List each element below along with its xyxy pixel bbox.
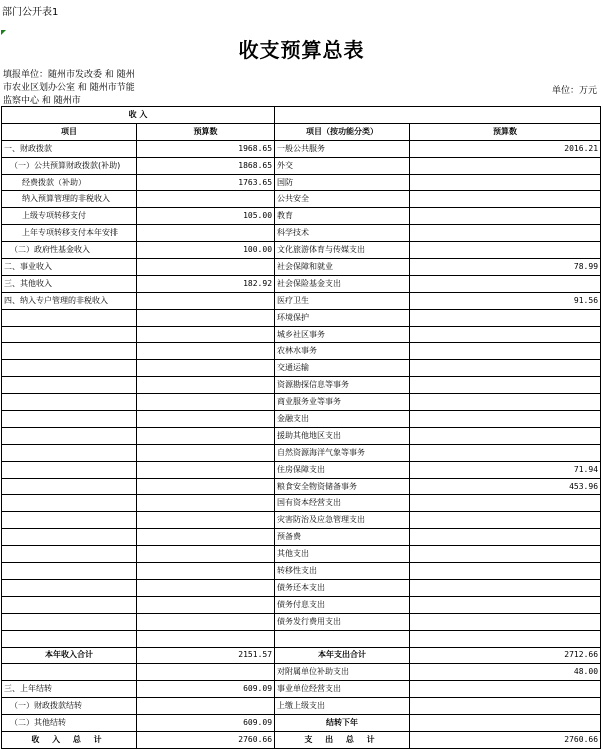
expense-value-cell: 71.94 xyxy=(410,461,601,478)
table-row xyxy=(2,579,601,596)
expense-value-cell xyxy=(410,427,601,444)
budget-table xyxy=(1,106,601,749)
expense-value-cell xyxy=(410,596,601,613)
expense-value-cell xyxy=(410,377,601,394)
expense-item-cell: 交通运输 xyxy=(275,360,410,377)
expense-value-cell xyxy=(410,174,601,191)
income-value-cell: 1763.65 xyxy=(137,174,275,191)
expense-item-cell: 资源勘探信息等事务 xyxy=(275,377,410,394)
income-item-cell: 纳入预算管理的非税收入 xyxy=(2,191,137,208)
expense-item-cell: 预备费 xyxy=(275,529,410,546)
expense-value-cell xyxy=(410,411,601,428)
expense-value-cell xyxy=(410,546,601,563)
expense-value-cell xyxy=(410,529,601,546)
income-item-cell: 上年专项转移支付本年安排 xyxy=(2,225,137,242)
carry-label: 三、上年结转 xyxy=(2,681,137,698)
table-row xyxy=(2,275,601,292)
income-item-cell xyxy=(2,411,137,428)
table-row xyxy=(2,546,601,563)
sheet-label: 部门公开表1 xyxy=(2,7,59,18)
income-value-cell xyxy=(137,495,275,512)
expense-value-cell xyxy=(410,512,601,529)
biz-expense-label: 事业单位经营支出 xyxy=(275,681,410,698)
income-value-cell xyxy=(137,191,275,208)
subsidy-label: 对附属单位补助支出 xyxy=(275,664,410,681)
table-row xyxy=(2,495,601,512)
table-row xyxy=(2,681,601,698)
income-value-cell xyxy=(137,630,275,647)
table-row xyxy=(2,343,601,360)
expense-value-cell xyxy=(410,630,601,647)
expense-item-cell: 医疗卫生 xyxy=(275,292,410,309)
table-row xyxy=(2,309,601,326)
expense-value-cell xyxy=(410,242,601,259)
income-value-cell xyxy=(137,461,275,478)
table-row xyxy=(2,563,601,580)
income-value-cell xyxy=(137,478,275,495)
expense-value-cell xyxy=(410,579,601,596)
income-value-cell: 100.00 xyxy=(137,242,275,259)
income-item-cell xyxy=(2,596,137,613)
expense-item-cell: 一般公共服务 xyxy=(275,140,410,157)
expense-value-cell xyxy=(410,191,601,208)
income-item-cell xyxy=(2,630,137,647)
expense-value-cell xyxy=(410,208,601,225)
table-row xyxy=(2,664,601,681)
expense-value-cell xyxy=(410,157,601,174)
income-value-cell xyxy=(137,377,275,394)
table-row xyxy=(2,174,601,191)
expense-item-cell: 债务还本支出 xyxy=(275,579,410,596)
expense-value-cell: 2016.21 xyxy=(410,140,601,157)
empty-cell xyxy=(137,698,275,715)
expense-value-cell xyxy=(410,394,601,411)
table-row xyxy=(2,630,601,647)
income-value-cell xyxy=(137,529,275,546)
upper-expense-label: 上缴上级支出 xyxy=(275,698,410,715)
expense-value-cell: 91.56 xyxy=(410,292,601,309)
income-item-cell xyxy=(2,613,137,630)
expense-value-cell: 453.96 xyxy=(410,478,601,495)
table-row xyxy=(2,377,601,394)
income-item-cell xyxy=(2,360,137,377)
income-item-cell: 二、事业收入 xyxy=(2,259,137,276)
income-item-cell xyxy=(2,579,137,596)
expense-item-cell: 外交 xyxy=(275,157,410,174)
table-row xyxy=(2,208,601,225)
fin-carry-label: （一）财政拨款结转 xyxy=(2,698,137,715)
income-item-cell: （一）公共预算财政拨款(补助) xyxy=(2,157,137,174)
expense-item-cell: 商业服务业等事务 xyxy=(275,394,410,411)
expense-item-cell: 债务发行费用支出 xyxy=(275,613,410,630)
income-value-cell xyxy=(137,360,275,377)
income-item-cell xyxy=(2,546,137,563)
empty-cell xyxy=(2,664,137,681)
income-item-cell xyxy=(2,343,137,360)
income-value-cell xyxy=(137,326,275,343)
expense-item-cell: 粮食安全物资储备事务 xyxy=(275,478,410,495)
income-item-cell: 三、其他收入 xyxy=(2,275,137,292)
income-item-cell xyxy=(2,309,137,326)
table-row xyxy=(2,512,601,529)
income-item-cell: 经费拨款（补助） xyxy=(2,174,137,191)
income-item-cell xyxy=(2,326,137,343)
table-row xyxy=(2,259,601,276)
expense-value-cell xyxy=(410,495,601,512)
expense-value-cell xyxy=(410,275,601,292)
empty-cell xyxy=(410,715,601,732)
expense-item-cell: 城乡社区事务 xyxy=(275,326,410,343)
expense-item-cell: 教育 xyxy=(275,208,410,225)
income-value-cell xyxy=(137,411,275,428)
page-title: 收支预算总表 xyxy=(238,38,365,62)
income-value-cell: 1968.65 xyxy=(137,140,275,157)
income-item-cell: 一、财政拨款 xyxy=(2,140,137,157)
table-row xyxy=(2,647,601,664)
next-year-label: 结转下年 xyxy=(275,715,410,732)
expense-group-header xyxy=(275,107,601,124)
carry-value: 609.09 xyxy=(137,681,275,698)
income-value-cell xyxy=(137,444,275,461)
table-row xyxy=(2,427,601,444)
table-row xyxy=(2,157,601,174)
col-header-budget: 预算数 xyxy=(137,123,275,140)
income-value-cell: 105.00 xyxy=(137,208,275,225)
income-item-cell: （二）政府性基金收入 xyxy=(2,242,137,259)
income-value-cell xyxy=(137,613,275,630)
expense-item-cell: 社会保障和就业 xyxy=(275,259,410,276)
expense-value-cell xyxy=(410,225,601,242)
table-row xyxy=(2,596,601,613)
other-carry-label: （二）其他结转 xyxy=(2,715,137,732)
income-item-cell xyxy=(2,427,137,444)
table-row xyxy=(2,444,601,461)
expense-total-value: 2712.66 xyxy=(410,647,601,664)
expense-item-cell: 债务付息支出 xyxy=(275,596,410,613)
table-row xyxy=(2,191,601,208)
expense-item-cell: 国有资本经营支出 xyxy=(275,495,410,512)
table-row xyxy=(2,698,601,715)
empty-cell xyxy=(137,664,275,681)
income-value-cell xyxy=(137,596,275,613)
col-header-budget-expense: 预算数 xyxy=(410,123,601,140)
table-row xyxy=(2,613,601,630)
income-value-cell: 1868.65 xyxy=(137,157,275,174)
expense-value-cell xyxy=(410,563,601,580)
grand-income-value: 2760.66 xyxy=(137,731,275,748)
grand-expense-value: 2760.66 xyxy=(410,731,601,748)
table-group-header xyxy=(2,107,601,124)
expense-item-cell: 援助其他地区支出 xyxy=(275,427,410,444)
income-value-cell xyxy=(137,546,275,563)
income-value-cell xyxy=(137,309,275,326)
expense-item-cell: 环境保护 xyxy=(275,309,410,326)
income-value-cell xyxy=(137,563,275,580)
expense-item-cell: 其他支出 xyxy=(275,546,410,563)
income-item-cell xyxy=(2,529,137,546)
other-carry-value: 609.09 xyxy=(137,715,275,732)
expense-item-cell: 自然资源海洋气象等事务 xyxy=(275,444,410,461)
expense-value-cell xyxy=(410,360,601,377)
expense-item-cell: 农林水事务 xyxy=(275,343,410,360)
table-row xyxy=(2,394,601,411)
income-item-cell xyxy=(2,377,137,394)
table-row xyxy=(2,529,601,546)
expense-value-cell xyxy=(410,309,601,326)
income-item-cell xyxy=(2,444,137,461)
income-item-cell xyxy=(2,394,137,411)
table-row xyxy=(2,478,601,495)
table-row xyxy=(2,715,601,732)
income-value-cell xyxy=(137,343,275,360)
expense-item-cell: 金融支出 xyxy=(275,411,410,428)
income-value-cell xyxy=(137,292,275,309)
table-row xyxy=(2,360,601,377)
expense-item-cell: 灾害防治及应急管理支出 xyxy=(275,512,410,529)
table-row xyxy=(2,411,601,428)
income-total-label: 本年收入合计 xyxy=(2,647,137,664)
expense-value-cell: 78.99 xyxy=(410,259,601,276)
subsidy-value: 48.00 xyxy=(410,664,601,681)
income-item-cell: 上级专项转移支付 xyxy=(2,208,137,225)
unit-label: 单位：万元 xyxy=(551,86,597,96)
income-item-cell xyxy=(2,478,137,495)
expense-item-cell xyxy=(275,630,410,647)
income-total-value: 2151.57 xyxy=(137,647,275,664)
income-value-cell xyxy=(137,512,275,529)
income-item-cell xyxy=(2,512,137,529)
expense-item-cell: 转移性支出 xyxy=(275,563,410,580)
expense-value-cell xyxy=(410,613,601,630)
table-row xyxy=(2,731,601,748)
expense-item-cell: 科学技术 xyxy=(275,225,410,242)
income-value-cell xyxy=(137,427,275,444)
table-row xyxy=(2,225,601,242)
income-item-cell xyxy=(2,461,137,478)
table-row xyxy=(2,292,601,309)
expense-value-cell xyxy=(410,343,601,360)
table-column-header xyxy=(2,123,601,140)
expense-total-label: 本年支出合计 xyxy=(275,647,410,664)
table-row xyxy=(2,140,601,157)
table-row xyxy=(2,242,601,259)
expense-value-cell xyxy=(410,326,601,343)
expense-item-cell: 公共安全 xyxy=(275,191,410,208)
income-item-cell xyxy=(2,563,137,580)
income-group-header: 收 入 xyxy=(2,107,275,124)
empty-cell xyxy=(410,681,601,698)
table-row xyxy=(2,461,601,478)
expense-value-cell xyxy=(410,444,601,461)
expense-item-cell: 文化旅游体育与传媒支出 xyxy=(275,242,410,259)
income-item-cell: 四、纳入专户管理的非税收入 xyxy=(2,292,137,309)
income-value-cell: 182.92 xyxy=(137,275,275,292)
grand-income-label: 收 入 总 计 xyxy=(2,731,137,748)
expense-item-cell: 国防 xyxy=(275,174,410,191)
expense-item-cell: 社会保险基金支出 xyxy=(275,275,410,292)
income-value-cell xyxy=(137,394,275,411)
empty-cell xyxy=(410,698,601,715)
income-value-cell xyxy=(137,225,275,242)
grand-expense-label: 支 出 总 计 xyxy=(275,731,410,748)
income-item-cell xyxy=(2,495,137,512)
col-header-item: 项目 xyxy=(2,123,137,140)
col-header-function-item: 项目（按功能分类） xyxy=(275,123,410,140)
expense-item-cell: 住房保障支出 xyxy=(275,461,410,478)
income-value-cell xyxy=(137,579,275,596)
income-value-cell xyxy=(137,259,275,276)
filler-unit: 填报单位：随州市发改委 和 随州市农业区划办公室 和 随州市节能监察中心 和 随州市 xyxy=(3,70,135,106)
table-row xyxy=(2,326,601,343)
